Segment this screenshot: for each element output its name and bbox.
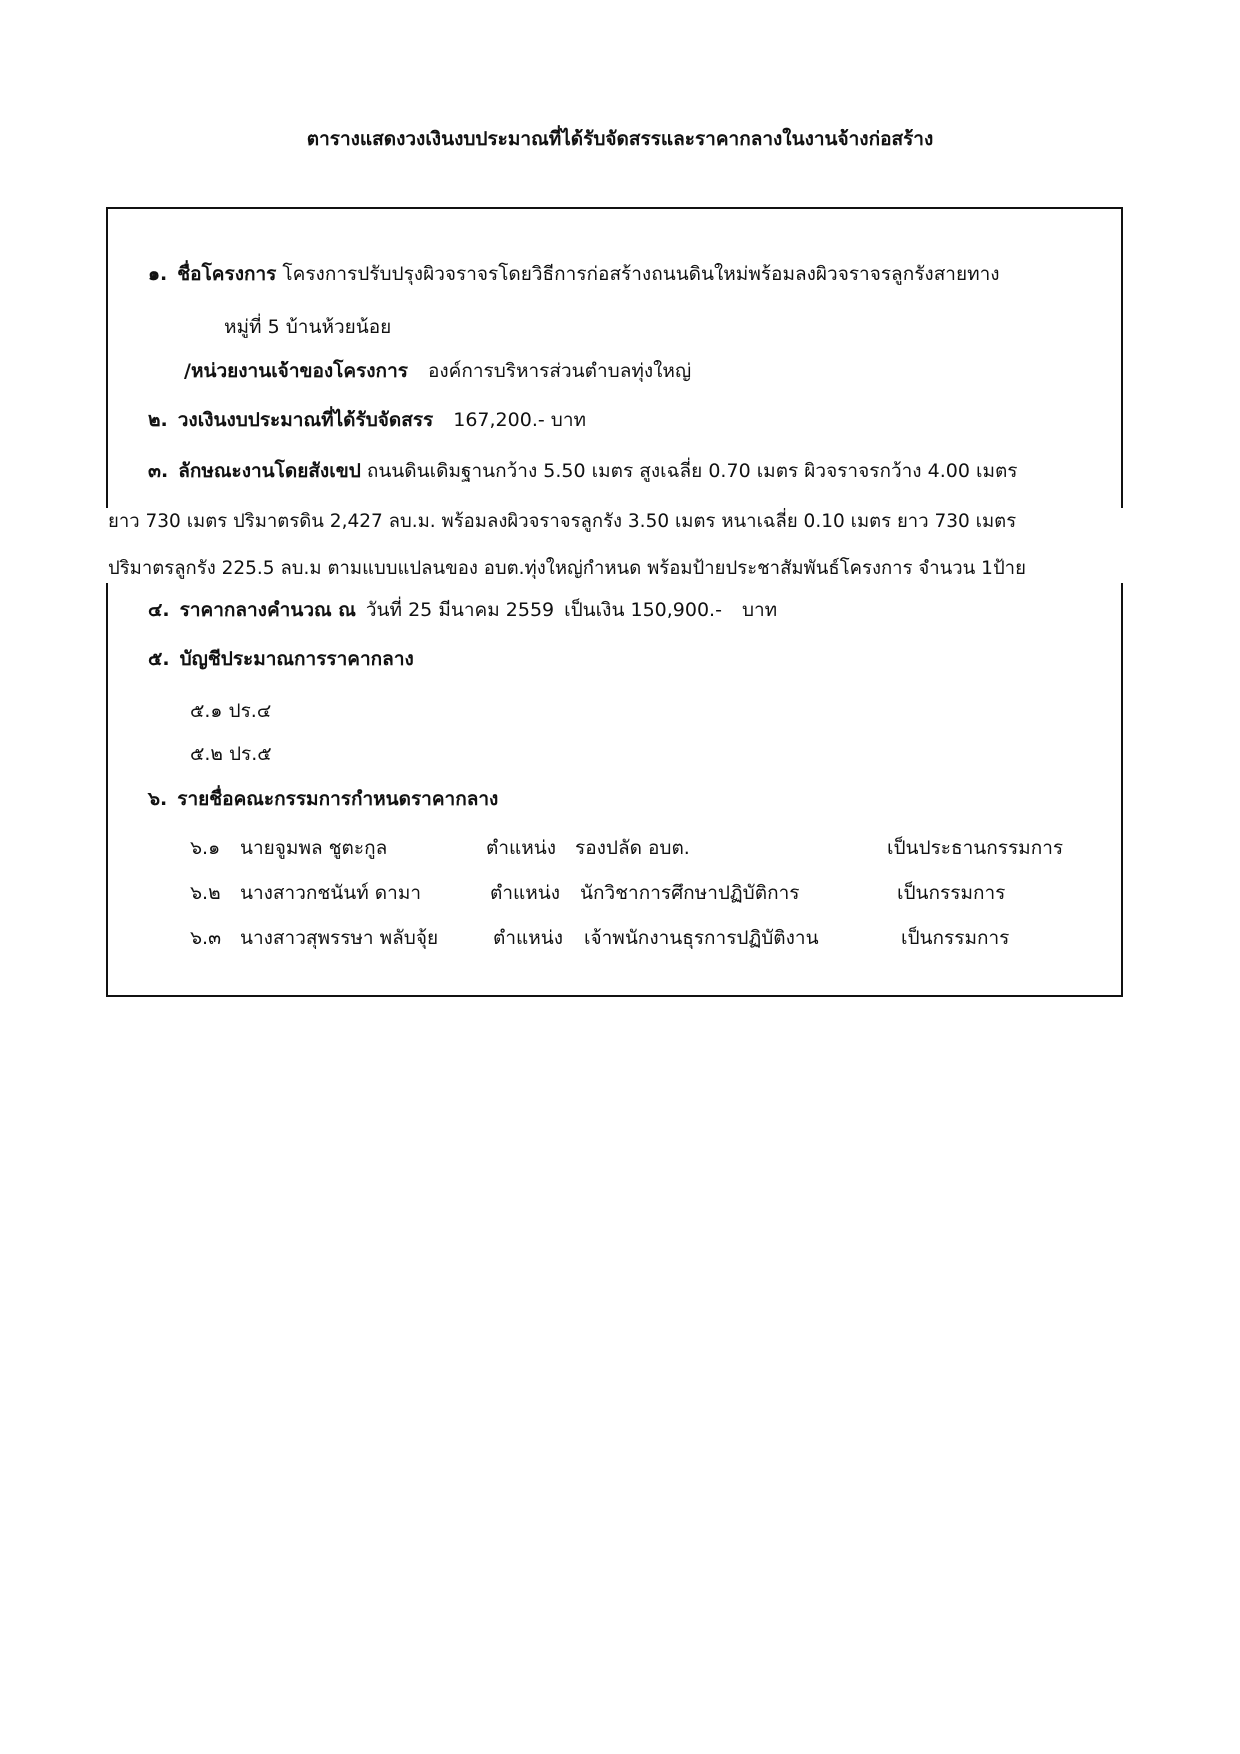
owner-value: องค์การบริหารส่วนตำบลทุ่งใหญ่: [427, 360, 692, 382]
member-position-label: ตำแหน่ง: [493, 927, 564, 949]
member-number: ๖.๓: [190, 927, 222, 949]
item-5-label: บัญชีประมาณการราคากลาง: [179, 648, 414, 670]
member-role: เป็นประธานกรรมการ: [887, 837, 1064, 859]
item-2-number: ๒.: [148, 409, 168, 431]
frame-gap-right: [1116, 508, 1130, 583]
item-4-amount: 150,900.-: [630, 599, 722, 621]
item-3-text-2: ยาว 730 เมตร ปริมาตรดิน 2,427 ลบ.ม. พร้อมลงผิวจราจรลูกรัง 3.50 เมตร หนาเฉลี่ย 0.10 เมตร ยาว 730 เมตร: [108, 511, 1017, 532]
member-name: นายจูมพล ชูตะกูล: [240, 837, 388, 859]
budget-amount: 167,200.- บาท: [453, 409, 587, 431]
member-name: นางสาวกชนันท์ ดามา: [240, 882, 422, 904]
member-name: นางสาวสุพรรษา พลับจุ้ย: [240, 927, 439, 949]
item-1-text: โครงการปรับปรุงผิวจราจรโดยวิธีการก่อสร้างถนนดินใหม่พร้อมลงผิวจราจรลูกรังสายทาง: [282, 263, 1000, 285]
item-4-label: ราคากลางคำนวณ ณ: [179, 599, 356, 621]
item-4-unit: บาท: [741, 599, 778, 621]
item-1-label: ชื่อโครงการ: [177, 263, 277, 285]
member-role: เป็นกรรมการ: [897, 882, 1006, 904]
item-4-amount-label: เป็นเงิน: [564, 599, 625, 621]
item-6-line: [148, 785, 498, 813]
member-position-label: ตำแหน่ง: [490, 882, 561, 904]
item-3-label: ลักษณะงานโดยสังเขป: [178, 460, 361, 482]
member-number: ๖.๑: [190, 837, 221, 859]
item-4-date: วันที่ 25 มีนาคม 2559: [365, 599, 555, 621]
item-3-line: [148, 457, 1018, 485]
member-position: เจ้าพนักงานธุรการปฏิบัติงาน: [584, 927, 819, 949]
item-5-sub-2: [190, 740, 272, 768]
item-5-sub-1: [190, 697, 271, 725]
member-position-label: ตำแหน่ง: [486, 837, 557, 859]
item-6-label: รายชื่อคณะกรรมการกำหนดราคากลาง: [177, 788, 499, 810]
item-5-number: ๕.: [148, 648, 170, 670]
item-5-line: [148, 645, 414, 673]
member-position: รองปลัด อบต.: [575, 837, 690, 859]
document-title: ตารางแสดงวงเงินงบประมาณที่ได้รับจัดสรรและราคากลางในงานจ้างก่อสร้าง: [306, 128, 934, 150]
sub-number: ๕.๑: [190, 700, 223, 722]
item-4-line: [148, 596, 777, 624]
item-3-number: ๓.: [148, 460, 169, 482]
item-1-number: ๑.: [148, 263, 168, 285]
item-3-text-1: ถนนดินเดิมฐานกว้าง 5.50 เมตร สูงเฉลี่ย 0.70 เมตร ผิวจราจรกว้าง 4.00 เมตร: [366, 460, 1018, 482]
sub-text: ปร.๕: [229, 743, 272, 765]
item-1-owner-line: [184, 357, 691, 385]
item-2-label: วงเงินงบประมาณที่ได้รับจัดสรร: [177, 409, 434, 431]
item-4-number: ๔.: [148, 599, 170, 621]
member-role: เป็นกรรมการ: [901, 927, 1010, 949]
item-2-line: [148, 406, 586, 434]
item-6-number: ๖.: [148, 788, 168, 810]
item-1-line-2: หมู่ที่ 5 บ้านห้วยน้อย: [224, 316, 392, 338]
owner-label: /หน่วยงานเจ้าของโครงการ: [184, 360, 408, 382]
item-1-line: [148, 260, 1000, 288]
item-3-text-3: ปริมาตรลูกรัง 225.5 ลบ.ม ตามแบบแปลนของ อบต.ทุ่งใหญ่กำหนด พร้อมป้ายประชาสัมพันธ์โครงการ จำนวน 1ป้าย: [108, 558, 1026, 579]
member-position: นักวิชาการศึกษาปฏิบัติการ: [580, 882, 800, 904]
member-number: ๖.๒: [190, 882, 221, 904]
sub-number: ๕.๒: [190, 743, 223, 765]
sub-text: ปร.๔: [228, 700, 272, 722]
